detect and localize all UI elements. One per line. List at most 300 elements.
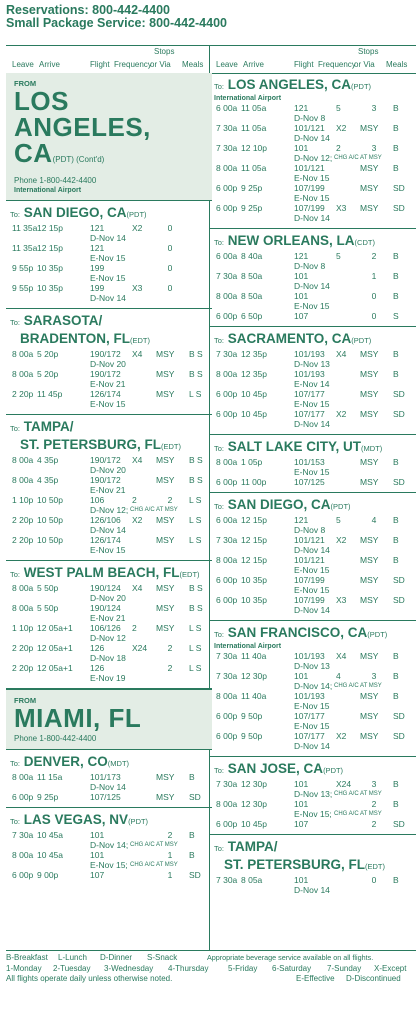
flight-note-row — [10, 613, 212, 623]
flight-row — [214, 349, 416, 359]
flight-note-row — [10, 233, 212, 243]
flight-number: 101 — [294, 875, 309, 885]
arrive-time: 12 05a+1 — [37, 663, 73, 673]
destination-tz: (EDT) — [130, 336, 150, 345]
destination-tz: (PDT) — [351, 336, 372, 345]
destination-heading — [10, 205, 212, 222]
flight-note-row — [214, 133, 416, 143]
leave-time: 8 00a — [216, 691, 238, 701]
flight-row — [10, 603, 212, 613]
leave-time: 7 30a — [216, 671, 238, 681]
arrive-time: 8 40a — [241, 251, 263, 261]
destination-airport: International Airport — [214, 643, 282, 650]
arrive-time: 9 25p — [241, 183, 263, 193]
flight-number: 199 — [90, 263, 105, 273]
destination-name: SALT LAKE CITY, UT — [227, 439, 362, 454]
flight-row — [10, 792, 212, 802]
leave-time: 9 55p — [12, 263, 34, 273]
via: MSY — [156, 792, 175, 802]
destination-heading — [214, 331, 416, 348]
frequency: 2 — [132, 623, 137, 633]
flight-note: E-Nov 21 — [90, 485, 126, 495]
meals: L S — [189, 389, 202, 399]
meals: B S — [189, 369, 203, 379]
flight-row — [10, 515, 212, 525]
via: MSY — [360, 457, 379, 467]
destination-heading-line2 — [10, 331, 212, 348]
stops: 1 — [167, 870, 173, 880]
frequency: X3 — [336, 203, 347, 213]
meals: B — [393, 799, 399, 809]
flight-number: 190/172 — [90, 455, 121, 465]
flight-note: E-Nov 15; — [90, 860, 128, 870]
destination-block — [210, 435, 416, 493]
flight-row — [214, 779, 416, 789]
flight-row — [10, 495, 212, 505]
leave-time: 6 00p — [216, 575, 238, 585]
flight-note: D-Nov 18 — [90, 653, 126, 663]
from-miami — [6, 689, 212, 750]
flight-note: E-Nov 15 — [294, 467, 330, 477]
stops: 2 — [371, 819, 377, 829]
leave-time: 8 00a — [216, 555, 238, 565]
arrive-time: 12 35p — [241, 349, 267, 359]
flight-note: E-Nov 21 — [90, 613, 126, 623]
flight-number: 126/174 — [90, 535, 121, 545]
arrive-time: 9 25p — [241, 203, 263, 213]
meals: B — [189, 772, 195, 782]
leave-time: 8 00a — [12, 603, 34, 613]
flight-row — [10, 535, 212, 545]
arrive-time: 11 40a — [241, 651, 267, 661]
arrive-time: 11 05a — [241, 163, 267, 173]
leave-time: 6 00p — [216, 409, 238, 419]
arrive-time: 10 35p — [241, 575, 267, 585]
stops: 2 — [167, 495, 173, 505]
destination-tz: (CDT) — [354, 238, 375, 247]
frequency: X2 — [336, 731, 347, 741]
arrive-time: 4 35p — [37, 455, 59, 465]
destination-name: SAN FRANCISCO, CA — [227, 625, 368, 640]
flight-number: 107 — [294, 819, 309, 829]
flight-note-row — [10, 545, 212, 555]
flight-number: 101/193 — [294, 369, 325, 379]
via: MSY — [156, 369, 175, 379]
aircraft-change-note: CHG A/C AT MSY — [334, 155, 382, 161]
meals: B S — [189, 583, 203, 593]
flight-note: D-Nov 13; — [294, 789, 333, 799]
leave-time: 7 30a — [216, 123, 238, 133]
arrive-time: 12 30p — [241, 779, 267, 789]
flight-row — [10, 623, 212, 633]
flight-note-row — [214, 605, 416, 615]
stops: 2 — [371, 251, 377, 261]
frequency: X2 — [132, 515, 143, 525]
via: MSY — [360, 389, 379, 399]
flight-note: E-Nov 15 — [90, 545, 126, 555]
flight-note-row — [214, 681, 416, 691]
flight-note-row — [10, 525, 212, 535]
via: MSY — [360, 711, 379, 721]
aircraft-change-note: CHG A/C AT MSY — [334, 791, 382, 797]
stops: 3 — [371, 103, 377, 113]
via: MSY — [360, 203, 379, 213]
flight-row — [214, 409, 416, 419]
destination-name: SACRAMENTO, CA — [227, 331, 352, 346]
flight-note: D-Nov 12; — [294, 153, 333, 163]
arrive-time: 11 45p — [37, 389, 63, 399]
flight-note: E-Nov 15 — [294, 193, 330, 203]
arrive-time: 1 05p — [241, 457, 263, 467]
destination-heading — [10, 812, 212, 829]
flight-number: 126 — [90, 643, 105, 653]
flight-row — [10, 223, 212, 233]
flight-note: D-Nov 14; — [90, 840, 129, 850]
flight-note: D-Nov 20 — [90, 359, 126, 369]
to-label: To: — [214, 336, 225, 345]
aircraft-change-note: CHG A/C AT MSY — [130, 862, 178, 868]
flight-note: D-Nov 14 — [90, 525, 126, 535]
flight-note-row — [214, 661, 416, 671]
col-arrive: Arrive — [243, 60, 264, 69]
stops: 3 — [371, 671, 377, 681]
meals: SD — [393, 389, 405, 399]
flight-note-row — [214, 173, 416, 183]
arrive-time: 11 15a — [37, 772, 63, 782]
arrive-time: 12 15p — [37, 223, 63, 233]
flight-number: 126/106 — [90, 515, 121, 525]
arrive-time: 10 50p — [37, 495, 63, 505]
destination-name: LAS VEGAS, NV — [23, 812, 129, 827]
flight-number: 190/124 — [90, 603, 121, 613]
meals: L S — [189, 515, 202, 525]
via: MSY — [360, 731, 379, 741]
to-label: To: — [214, 844, 225, 853]
aircraft-change-note: CHG A/C AT MSY — [130, 842, 178, 848]
header — [6, 4, 416, 30]
destination-tz: (PDT) — [128, 817, 149, 826]
arrive-time: 12 15p — [37, 243, 63, 253]
flight-note-row — [214, 789, 416, 799]
leave-time: 11 35a — [12, 243, 38, 253]
destination-tz: (PDT) — [367, 630, 388, 639]
flight-note: E-Nov 15 — [294, 585, 330, 595]
flight-note-row — [214, 193, 416, 203]
from-los-angeles — [6, 73, 212, 201]
leave-time: 6 00p — [216, 711, 238, 721]
leave-time: 7 30a — [216, 779, 238, 789]
arrive-time: 9 25p — [37, 792, 59, 802]
meals: B S — [189, 455, 203, 465]
to-label: To: — [214, 766, 225, 775]
destination-name: NEW ORLEANS, LA — [227, 233, 355, 248]
meals: L S — [189, 495, 202, 505]
col-arrive: Arrive — [39, 60, 60, 69]
meals: B — [393, 515, 399, 525]
arrive-time: 12 15p — [241, 535, 267, 545]
leave-time: 2 20p — [12, 663, 34, 673]
leave-time: 7 30a — [216, 271, 238, 281]
flight-note-row — [10, 485, 212, 495]
destination-block — [210, 229, 416, 327]
flight-note: E-Nov 15 — [294, 565, 330, 575]
flight-row — [214, 651, 416, 661]
meals: SD — [393, 575, 405, 585]
destination-heading — [214, 625, 416, 642]
destination-tz: (PDT) — [351, 82, 372, 91]
arrive-time: 10 50p — [37, 515, 63, 525]
flight-note-row — [214, 585, 416, 595]
flight-number: 107/199 — [294, 575, 325, 585]
arrive-time: 11 00p — [241, 477, 267, 487]
via: MSY — [360, 555, 379, 565]
flight-note: E-Nov 15 — [294, 173, 330, 183]
stops: 0 — [167, 223, 173, 233]
flight-note: D-Nov 8 — [294, 525, 326, 535]
meals: B — [393, 291, 399, 301]
meals: B — [189, 850, 195, 860]
flight-note: E-Nov 15 — [90, 273, 126, 283]
day-5: 5-Friday — [228, 963, 258, 973]
leave-time: 2 20p — [12, 643, 34, 653]
flight-row — [10, 583, 212, 593]
flight-note: D-Nov 20 — [90, 593, 126, 603]
col-meals: Meals — [182, 60, 204, 69]
meals: B — [393, 651, 399, 661]
flight-row — [10, 283, 212, 293]
stops: 2 — [167, 830, 173, 840]
flight-number: 190/172 — [90, 475, 121, 485]
flight-note: E-Nov 15 — [90, 399, 126, 409]
meals: B — [393, 779, 399, 789]
arrive-time: 12 15p — [241, 515, 267, 525]
arrive-time: 12 15p — [241, 555, 267, 565]
arrive-time: 5 20p — [37, 349, 59, 359]
flight-note-row — [214, 741, 416, 751]
flight-note: E-Nov 15 — [294, 701, 330, 711]
flight-number: 121 — [294, 103, 309, 113]
flight-row — [10, 772, 212, 782]
col-stops: Stops — [154, 47, 175, 56]
arrive-time: 10 50p — [37, 535, 63, 545]
legend-footer — [6, 953, 416, 985]
flight-note-row — [10, 860, 212, 870]
flight-note: D-Nov 14 — [294, 741, 330, 751]
flight-note: E-Nov 15 — [294, 721, 330, 731]
col-frequency: Frequency — [318, 60, 356, 69]
leave-time: 11 35a — [12, 223, 38, 233]
flight-row — [214, 875, 416, 885]
destination-tz: (PDT) — [126, 210, 147, 219]
arrive-time: 10 35p — [37, 283, 63, 293]
leave-time: 7 30a — [216, 349, 238, 359]
leave-time: 8 00a — [12, 475, 34, 485]
aircraft-change-note: CHG A/C AT MSY — [130, 507, 178, 513]
leave-time: 7 30a — [216, 535, 238, 545]
meal-snack: S-Snack — [147, 953, 178, 962]
flight-note: E-Nov 15; — [294, 809, 332, 819]
stops: 1 — [167, 850, 173, 860]
leave-time: 6 00a — [216, 251, 238, 261]
origin-phone: Phone 1-800-442-4400 — [14, 734, 97, 743]
day-7: 7-Sunday — [327, 963, 362, 973]
flight-row — [214, 271, 416, 281]
day-3: 3-Wednesday — [104, 963, 154, 973]
stops: 0 — [371, 291, 377, 301]
to-label: To: — [214, 82, 225, 91]
flight-number: 106/126 — [90, 623, 121, 633]
flight-note: E-Nov 15 — [90, 253, 126, 263]
arrive-time: 6 50p — [241, 311, 263, 321]
destination-block — [210, 73, 416, 229]
day-6: 6-Saturday — [272, 963, 312, 973]
via: MSY — [156, 349, 175, 359]
to-label: To: — [10, 817, 21, 826]
flight-number: 190/172 — [90, 349, 121, 359]
meals: SD — [393, 203, 405, 213]
meals: B — [393, 123, 399, 133]
flight-note-row — [214, 281, 416, 291]
flight-note-row — [214, 467, 416, 477]
destination-heading — [214, 439, 416, 456]
flight-number: 106 — [90, 495, 105, 505]
destination-block — [210, 757, 416, 835]
meals: SD — [393, 819, 405, 829]
flight-note-row — [214, 359, 416, 369]
meals: B S — [189, 603, 203, 613]
destination-heading — [214, 77, 416, 94]
leave-time: 6 00p — [216, 203, 238, 213]
frequency: X2 — [336, 123, 347, 133]
to-label: To: — [10, 570, 21, 579]
via: MSY — [156, 515, 175, 525]
flight-row — [214, 203, 416, 213]
leave-time: 8 00a — [216, 163, 238, 173]
flight-note-row — [214, 399, 416, 409]
flight-note: E-Nov 14 — [294, 379, 330, 389]
flight-note-row — [214, 153, 416, 163]
stops: 4 — [371, 515, 377, 525]
flight-row — [10, 389, 212, 399]
destination-block — [6, 750, 212, 808]
day-4: 4-Thursday — [168, 963, 209, 973]
meals: L S — [189, 623, 202, 633]
via: MSY — [360, 349, 379, 359]
flight-note: D-Nov 8 — [294, 261, 326, 271]
flight-note-row — [214, 113, 416, 123]
col-leave: Leave — [216, 60, 238, 69]
arrive-time: 5 50p — [37, 583, 59, 593]
destination-heading — [10, 419, 212, 436]
arrive-time: 10 45a — [37, 850, 63, 860]
arrive-time: 10 35p — [37, 263, 63, 273]
meals: SD — [393, 409, 405, 419]
flight-note: D-Nov 14 — [294, 213, 330, 223]
destination-tz: (MDT) — [361, 444, 383, 453]
flight-number: 107/177 — [294, 731, 325, 741]
arrive-time: 12 30p — [241, 671, 267, 681]
flight-note: E-Nov 19 — [90, 673, 126, 683]
arrive-time: 12 30p — [241, 799, 267, 809]
flight-number: 101/121 — [294, 123, 325, 133]
flight-number: 101/193 — [294, 691, 325, 701]
destination-tz: (EDT) — [365, 862, 386, 871]
flight-row — [214, 163, 416, 173]
flight-number: 107/199 — [294, 595, 325, 605]
destination-block — [6, 309, 212, 415]
frequency: X3 — [336, 595, 347, 605]
flight-note-row — [10, 379, 212, 389]
meals: B S — [189, 349, 203, 359]
arrive-time: 10 35p — [241, 595, 267, 605]
leave-time: 7 30a — [12, 830, 34, 840]
destination-heading-line2 — [10, 437, 212, 454]
destination-block — [210, 493, 416, 621]
flight-row — [214, 143, 416, 153]
origin-city: LOS ANGELES, — [14, 86, 151, 142]
flight-number: 121 — [294, 515, 309, 525]
flight-note-row — [10, 840, 212, 850]
destination-name: TAMPA/ — [227, 839, 278, 854]
frequency: 5 — [336, 251, 341, 261]
flight-row — [214, 731, 416, 741]
aircraft-change-note: CHG A/C AT MSY — [334, 811, 382, 817]
column-header-left — [6, 46, 212, 72]
stops: 0 — [167, 263, 173, 273]
leave-time: 8 00a — [12, 369, 34, 379]
destination-name-2: ST. PETERSBURG, FL — [20, 437, 162, 452]
arrive-time: 9 50p — [241, 711, 263, 721]
flight-row — [10, 850, 212, 860]
meals: B — [393, 691, 399, 701]
flight-note-row — [214, 721, 416, 731]
meals: B — [393, 251, 399, 261]
destination-name: SAN DIEGO, CA — [227, 497, 331, 512]
flight-row — [10, 349, 212, 359]
frequency: X4 — [132, 455, 143, 465]
leave-time: 6 00p — [216, 731, 238, 741]
col-flight: Flight — [90, 60, 110, 69]
destination-name: LOS ANGELES, CA — [227, 77, 352, 92]
leave-time: 2 20p — [12, 535, 34, 545]
via: MSY — [360, 477, 379, 487]
arrive-time: 12 10p — [241, 143, 267, 153]
flight-note: D-Nov 14 — [294, 885, 330, 895]
flight-number: 107/177 — [294, 389, 325, 399]
frequency: X24 — [132, 643, 148, 653]
meals: SD — [189, 792, 201, 802]
leave-time: 2 20p — [12, 515, 34, 525]
leave-time: 8 00a — [12, 850, 34, 860]
stops: 0 — [167, 283, 173, 293]
to-label: To: — [214, 444, 225, 453]
to-label: To: — [214, 502, 225, 511]
flight-note: D-Nov 14; — [294, 681, 333, 691]
destination-tz: (PDT) — [330, 502, 351, 511]
destination-block — [210, 621, 416, 757]
via: MSY — [156, 535, 175, 545]
flight-note-row — [10, 782, 212, 792]
meals: B — [393, 271, 399, 281]
stops: 2 — [167, 643, 173, 653]
origin-airport: International Airport — [14, 187, 82, 194]
meal-breakfast: B-Breakfast — [6, 953, 48, 962]
meals: B — [393, 163, 399, 173]
leave-time: 7 30a — [216, 651, 238, 661]
stops: 3 — [371, 779, 377, 789]
to-label: To: — [10, 318, 21, 327]
frequency: X4 — [132, 349, 143, 359]
